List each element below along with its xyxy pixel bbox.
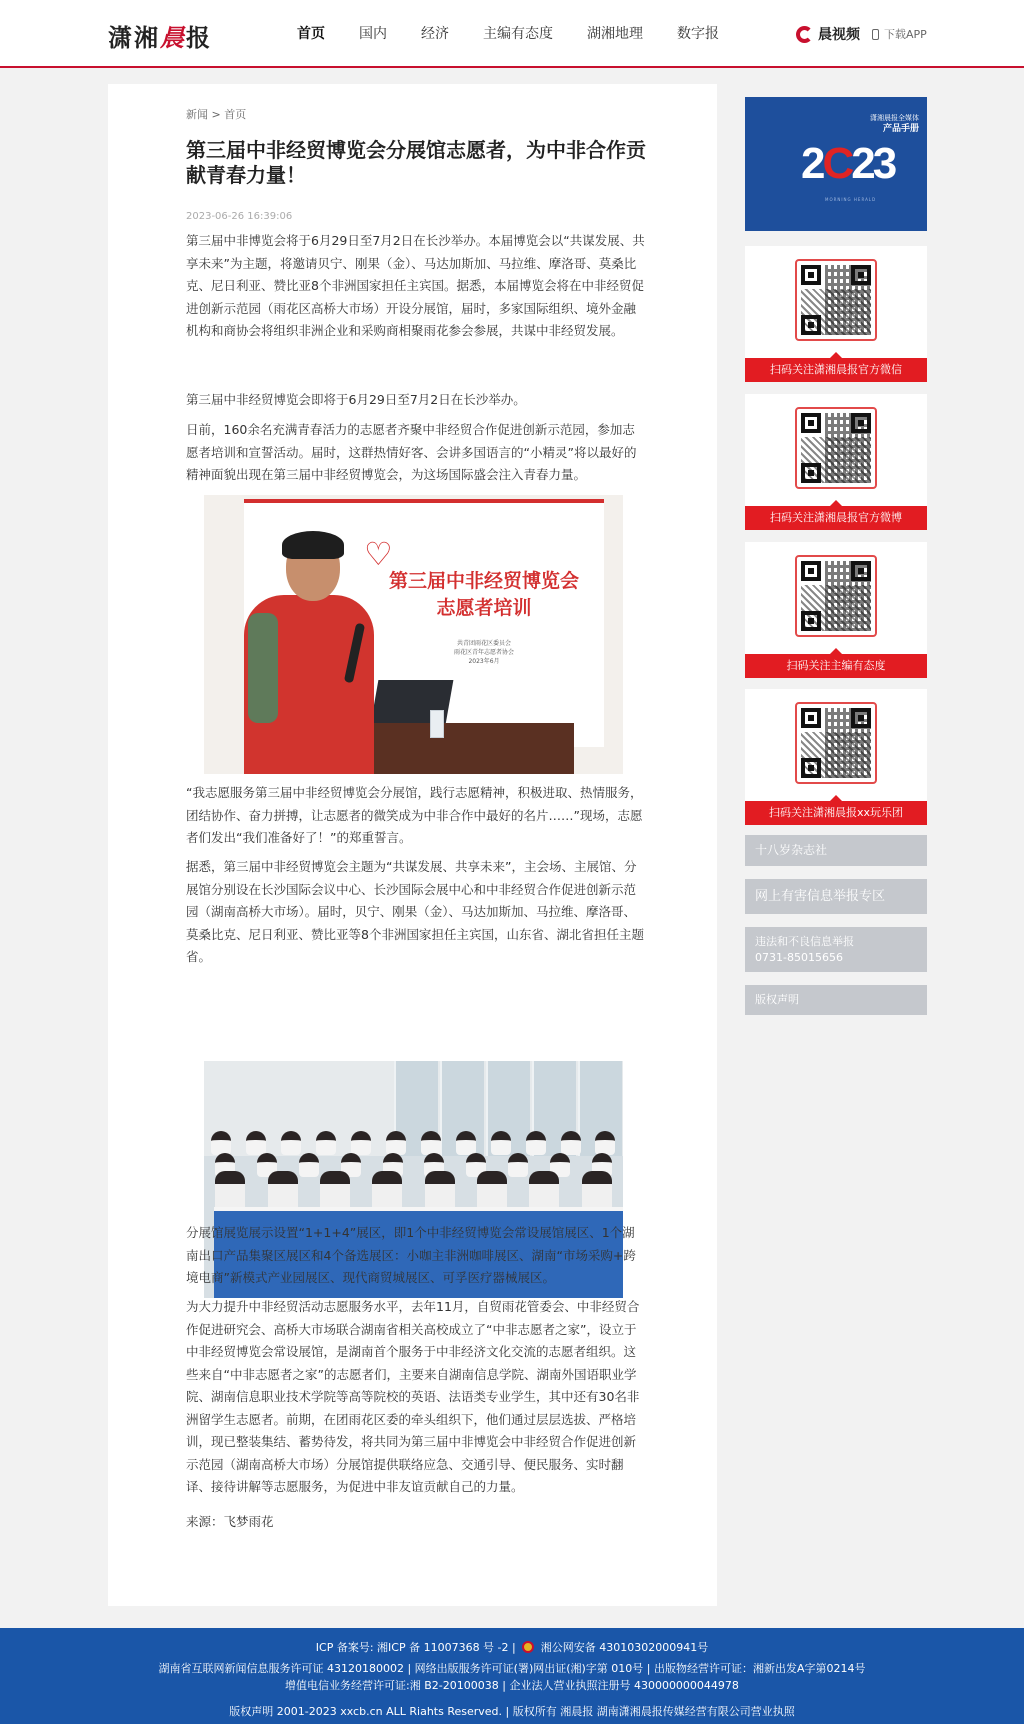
promo-banner-2023[interactable] <box>745 97 927 231</box>
slide-title <box>364 568 604 622</box>
article-paragraph: 分展馆展览展示设置“1+1+4”展区，即1个中非经贸博览会常设展馆展区、1个湖南出口产品集聚区展区和4个备选展区：小咖主非洲咖啡展区、湖南“市场采购+跨境电商”新模式产业园展区、现代商贸城展区、可孚医疗器械展区。 <box>186 1225 636 1285</box>
qr-code-icon <box>795 702 877 784</box>
slide-title-line2: 志愿者培训 <box>436 597 532 619</box>
volunteer <box>526 1131 546 1155</box>
qr-card-fun-club[interactable] <box>745 689 927 825</box>
video-brand-label: 晨视频 <box>818 27 860 43</box>
promo-year <box>801 139 894 189</box>
qr-label: 扫码关注潇湘晨报xx玩乐团 <box>745 801 927 825</box>
qr-label: 扫码关注主编有态度 <box>745 654 927 678</box>
site-logo[interactable] <box>108 18 212 53</box>
qr-card-wechat[interactable] <box>745 246 927 382</box>
promo-foot: MORNING HERALD <box>825 197 877 202</box>
promo-kicker-line1: 潇湘晨报全媒体 <box>870 114 919 122</box>
qr-code-icon <box>795 555 877 637</box>
video-brand-icon <box>796 26 813 43</box>
slide-subtitle-line2: 雨花区青年志愿者协会 <box>453 649 514 656</box>
download-app-label: 下载APP <box>884 28 927 41</box>
volunteer <box>320 1171 350 1211</box>
nav-domestic[interactable]: 国内 <box>359 26 387 42</box>
article-date: 2023-06-26 16:39:06 <box>186 211 293 222</box>
volunteer <box>211 1131 231 1155</box>
nav-home[interactable]: 首页 <box>297 26 325 42</box>
video-brand-link[interactable] <box>796 24 860 44</box>
phone-icon <box>872 29 879 40</box>
volunteer <box>477 1171 507 1211</box>
qr-label: 扫码关注潇湘晨报官方微博 <box>745 506 927 530</box>
link-magazine[interactable]: 十八岁杂志社 <box>745 835 927 866</box>
volunteer <box>491 1131 511 1155</box>
promo-year-b: C <box>822 139 852 188</box>
volunteer <box>268 1171 298 1211</box>
nav-economy[interactable]: 经济 <box>421 26 449 42</box>
link-copyright[interactable]: 版权声明 <box>745 985 927 1015</box>
article-photo-speaker <box>204 495 623 774</box>
logo-text-3: 报 <box>186 23 212 52</box>
qr-code-icon <box>795 407 877 489</box>
nav-huxiang-geography[interactable]: 湖湘地理 <box>587 26 643 42</box>
volunteer <box>421 1131 441 1155</box>
promo-kicker <box>870 113 919 135</box>
site-footer <box>0 1628 1024 1724</box>
article-card <box>108 84 717 1606</box>
logo-text-1: 潇湘 <box>108 23 160 52</box>
promo-kicker-line2: 产品手册 <box>882 124 919 134</box>
volunteer <box>351 1131 371 1155</box>
article-paragraph: 为大力提升中非经贸活动志愿服务水平，去年11月，自贸雨花管委会、中非经贸合作促进研究会、高桥大市场联合湖南省相关高校成立了“中非志愿者之家”，设立于中非经贸博览会常设展馆，是湖南首个服务于中非经济文化交流的志愿者组织。这些来自“中非志愿者之家”的志愿者们，主要来自湖南信息学院、湖南外国语职业学院、湖南信息职业技术学院等高等院校的英语、法语类专业学生，其中还有30名非洲留学生志愿者。前期，在团雨花区委的牵头组织下，他们通过层层选拔、严格培训，现已整装集结、蓄势待发，将共同为第三届中非博览会中非经贸合作促进创新示范园（湖南高桥大市场）分展馆提供联络应急、交通引导、便民服务、实时翻译、接待讲解等志愿服务，为促进中非友谊贡献自己的力量。 <box>186 1299 640 1494</box>
speaker-sleeve <box>248 613 278 723</box>
volunteer <box>215 1171 245 1211</box>
main-nav <box>280 0 736 68</box>
slide-subtitle-line1: 共青团雨花区委员会 <box>456 640 511 647</box>
slide-subtitle <box>414 639 554 666</box>
qr-card-weibo[interactable] <box>745 394 927 530</box>
icp-record[interactable]: ICP 备案号: 湘ICP 备 11007368 号 -2 | <box>315 1641 516 1654</box>
water-bottle <box>430 710 444 738</box>
download-app-link[interactable] <box>872 26 927 42</box>
footer-icp-line <box>0 1639 1024 1655</box>
promo-year-c: 23 <box>851 139 895 188</box>
police-badge-icon <box>522 1641 534 1653</box>
article-paragraph: “我志愿服务第三届中非经贸博览会分展馆，践行志愿精神，积极进取、热情服务，团结协作、奋力拼搏，让志愿者的微笑成为中非合作中最好的名片……”现场，志愿者们发出“我们准备好了！”的郑重誓言。 <box>186 785 643 845</box>
link-report-harmful[interactable]: 网上有害信息举报专区 <box>745 879 927 914</box>
report-phone: 0731-85015656 <box>755 951 843 964</box>
article-title: 第三届中非经贸博览会分展馆志愿者，为中非合作贡献青春力量！ <box>186 138 646 187</box>
volunteer <box>425 1171 455 1211</box>
article-paragraph: 日前，160余名充满青春活力的志愿者齐聚中非经贸合作促进创新示范园，参加志愿者培训和宣誓活动。届时，这群热情好客、会讲多国语言的“小精灵”将以最好的精神面貌出现在第三届中非经贸博览会，为这场国际盛会注入青春力量。 <box>186 422 637 482</box>
speaker-hair <box>282 531 344 559</box>
qr-label: 扫码关注潇湘晨报官方微信 <box>745 358 927 382</box>
footer-copyright: 版权声明 2001-2023 xxcb.cn ALL Riahts Reserved. | 版权所有 湘晨报 湖南潇湘晨报传媒经营有限公司营业执照 <box>229 1705 795 1718</box>
volunteer <box>582 1171 612 1211</box>
slide-subtitle-line3: 2023年6月 <box>468 658 500 665</box>
nav-editor-attitude[interactable]: 主编有态度 <box>483 26 553 42</box>
audience-row <box>204 1131 623 1155</box>
volunteer <box>386 1131 406 1155</box>
article-paragraph: 第三届中非经贸博览会即将于6月29日至7月2日在长沙举办。 <box>186 392 526 407</box>
article-source: 来源：飞梦雨花 <box>186 1514 274 1529</box>
footer-licenses-2: 增值电信业务经营许可证:湘 B2-20100038 | 企业法人营业执照注册号 430000000044978 <box>285 1679 739 1692</box>
volunteer <box>372 1171 402 1211</box>
promo-year-a: 2 <box>801 139 823 188</box>
slide-title-line1: 第三届中非经贸博览会 <box>388 570 579 592</box>
qr-code-icon <box>795 259 877 341</box>
volunteer <box>316 1131 336 1155</box>
article-paragraph: 据悉，第三届中非经贸博览会主题为“共谋发展、共享未来”，主会场、主展馆、分展馆分别设在长沙国际会议中心、长沙国际会展中心和中非经贸合作促进创新示范园（湖南高桥大市场）。届时，贝宁、刚果（金）、马达加斯加、马拉维、摩洛哥、莫桑比克、尼日利亚、赞比亚等8个非洲国家担任主宾国，山东省、湖北省担任主题省。 <box>186 859 644 964</box>
link-report-illegal[interactable] <box>745 927 927 972</box>
volunteer <box>595 1131 615 1155</box>
breadcrumb[interactable]: 新闻 > 首页 <box>186 108 247 121</box>
qr-card-editor[interactable] <box>745 542 927 678</box>
volunteer <box>529 1171 559 1211</box>
volunteer <box>561 1131 581 1155</box>
article-paragraph: 第三届中非博览会将于6月29日至7月2日在长沙举办。本届博览会以“共谋发展、共享未来”为主题，将邀请贝宁、刚果（金）、马达加斯加、马拉维、摩洛哥、莫桑比克、尼日利亚、赞比亚8个非洲国家担任主宾国。据悉，本届博览会将在中非经贸促进创新示范园（雨花区高桥大市场）开设分展馆，届时，多家国际组织、境外金融机构和商协会将组织非洲企业和采购商相聚雨花参会参展，共谋中非经贸发展。 <box>186 233 645 338</box>
volunteer <box>456 1131 476 1155</box>
volunteer <box>281 1131 301 1155</box>
police-record[interactable]: 湘公网安备 43010302000941号 <box>540 1641 709 1654</box>
nav-digital-paper[interactable]: 数字报 <box>677 26 719 42</box>
site-header <box>0 0 1024 68</box>
heart-icon: ♡ <box>364 535 393 573</box>
footer-licenses: 湖南省互联网新闻信息服务许可证 43120180002 | 网络出版服务许可证(署)网出证(湘)字第 010号 | 出版物经营许可证：湘新出发A字第0214号 <box>158 1662 866 1675</box>
volunteer <box>246 1131 266 1155</box>
report-label: 违法和不良信息举报 <box>755 935 854 948</box>
logo-text-2: 晨 <box>160 23 186 52</box>
front-row <box>204 1171 623 1211</box>
